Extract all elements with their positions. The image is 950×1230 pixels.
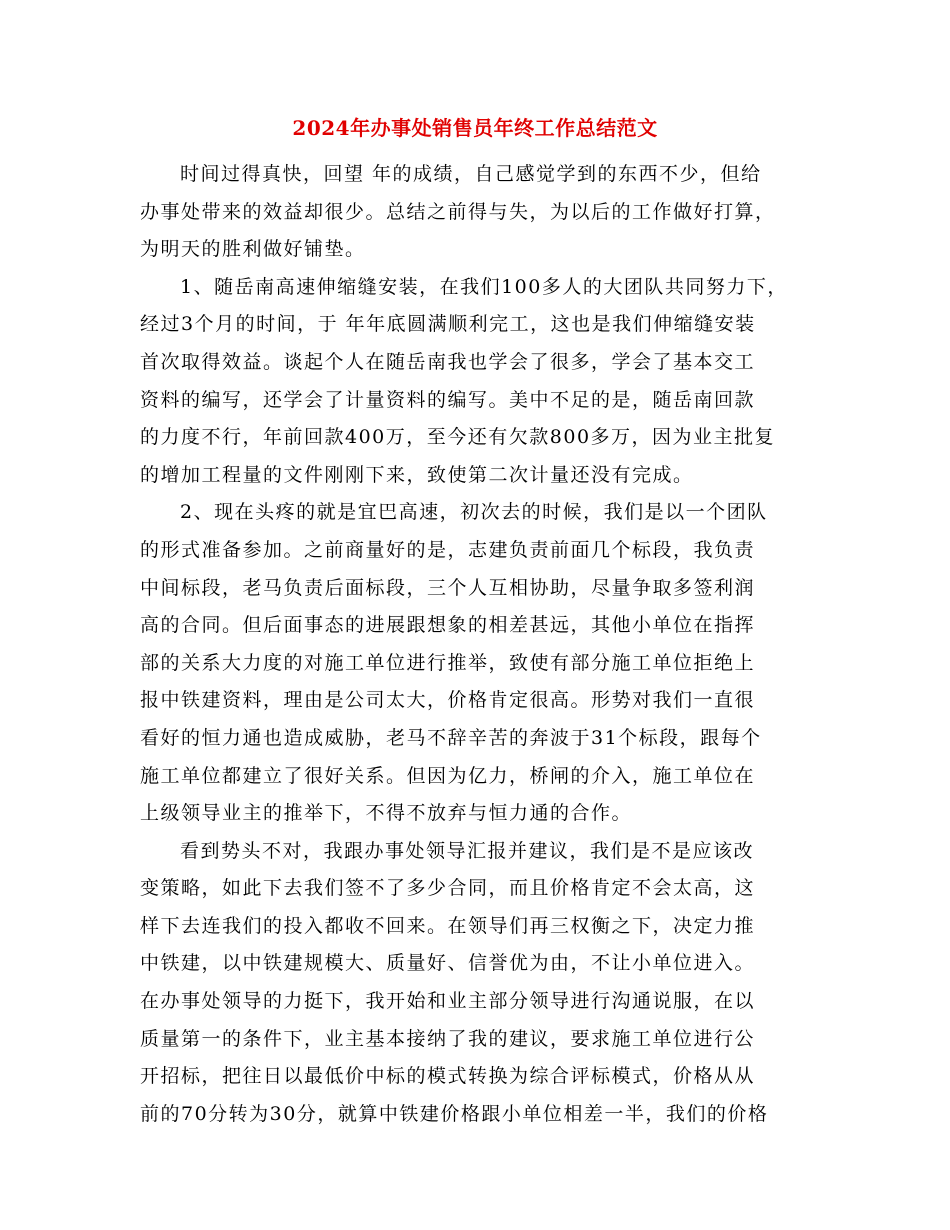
text-line: 时间过得真快，回望 年的成绩，自己感觉学到的东西不少，但给 [180, 163, 762, 185]
text-line: 的力度不行，年前回款400万，至今还有欠款800多万，因为业主批复 [140, 426, 776, 449]
text-line: 2、现在头疼的就是宜巴高速，初次去的时候，我们是以一个团队 [180, 501, 768, 524]
text-line: 报中铁建资料，理由是公司太大，价格肯定很高。形势对我们一直很 [140, 689, 756, 712]
text-line: 经过3个月的时间，于 年年底圆满顺利完工，这也是我们伸缩缝安装 [140, 313, 756, 336]
document-body [140, 156, 820, 1133]
text-line: 样下去连我们的投入都收不回来。在领导们再三权衡之下，决定力推 [140, 914, 756, 937]
document-title: 2024年办事处销售员年终工作总结范文 [292, 116, 658, 140]
text-line: 资料的编写，还学会了计量资料的编写。美中不足的是，随岳南回款 [140, 388, 756, 411]
text-line: 办事处带来的效益却很少。总结之前得与失，为以后的工作做好打算， [140, 200, 776, 223]
text-line: 高的合同。但后面事态的进展跟想象的相差甚远，其他小单位在指挥 [140, 614, 756, 637]
text-line: 前的70分转为30分，就算中铁建价格跟小单位相差一半，我们的价格 [140, 1102, 769, 1125]
text-line: 上级领导业主的推举下，不得不放弃与恒力通的合作。 [140, 802, 633, 825]
text-line: 中间标段，老马负责后面标段，三个人互相协助，尽量争取多签利润 [140, 576, 756, 599]
text-line: 看好的恒力通也造成威胁，老马不辞辛苦的奔波于31个标段，跟每个 [140, 726, 762, 749]
text-line: 质量第一的条件下，业主基本接纳了我的建议，要求施工单位进行公 [140, 1027, 756, 1050]
text-line: 的形式准备参加。之前商量好的是，志建负责前面几个标段，我负责 [140, 538, 756, 561]
text-line: 施工单位都建立了很好关系。但因为亿力，桥闸的介入，施工单位在 [140, 764, 756, 787]
text-line: 变策略，如此下去我们签不了多少合同，而且价格肯定不会太高，这 [140, 877, 756, 900]
text-line: 开招标，把往日以最低价中标的模式转换为综合评标模式，价格从从 [140, 1065, 756, 1088]
text-line: 首次取得效益。谈起个人在随岳南我也学会了很多，学会了基本交工 [140, 350, 756, 373]
text-line: 为明天的胜利做好铺垫。 [140, 238, 366, 261]
text-line: 1、随岳南高速伸缩缝安装，在我们100多人的大团队共同努力下， [180, 275, 788, 298]
text-line: 的增加工程量的文件刚刚下来，致使第二次计量还没有完成。 [140, 463, 694, 486]
text-line: 部的关系大力度的对施工单位进行推举，致使有部分施工单位拒绝上 [140, 651, 756, 674]
text-line: 中铁建，以中铁建规模大、质量好、信誉优为由，不让小单位进入。 [140, 952, 756, 975]
text-line: 看到势头不对，我跟办事处领导汇报并建议，我们是不是应该改 [180, 839, 755, 862]
text-line: 在办事处领导的力挺下，我开始和业主部分领导进行沟通说服，在以 [140, 990, 756, 1013]
